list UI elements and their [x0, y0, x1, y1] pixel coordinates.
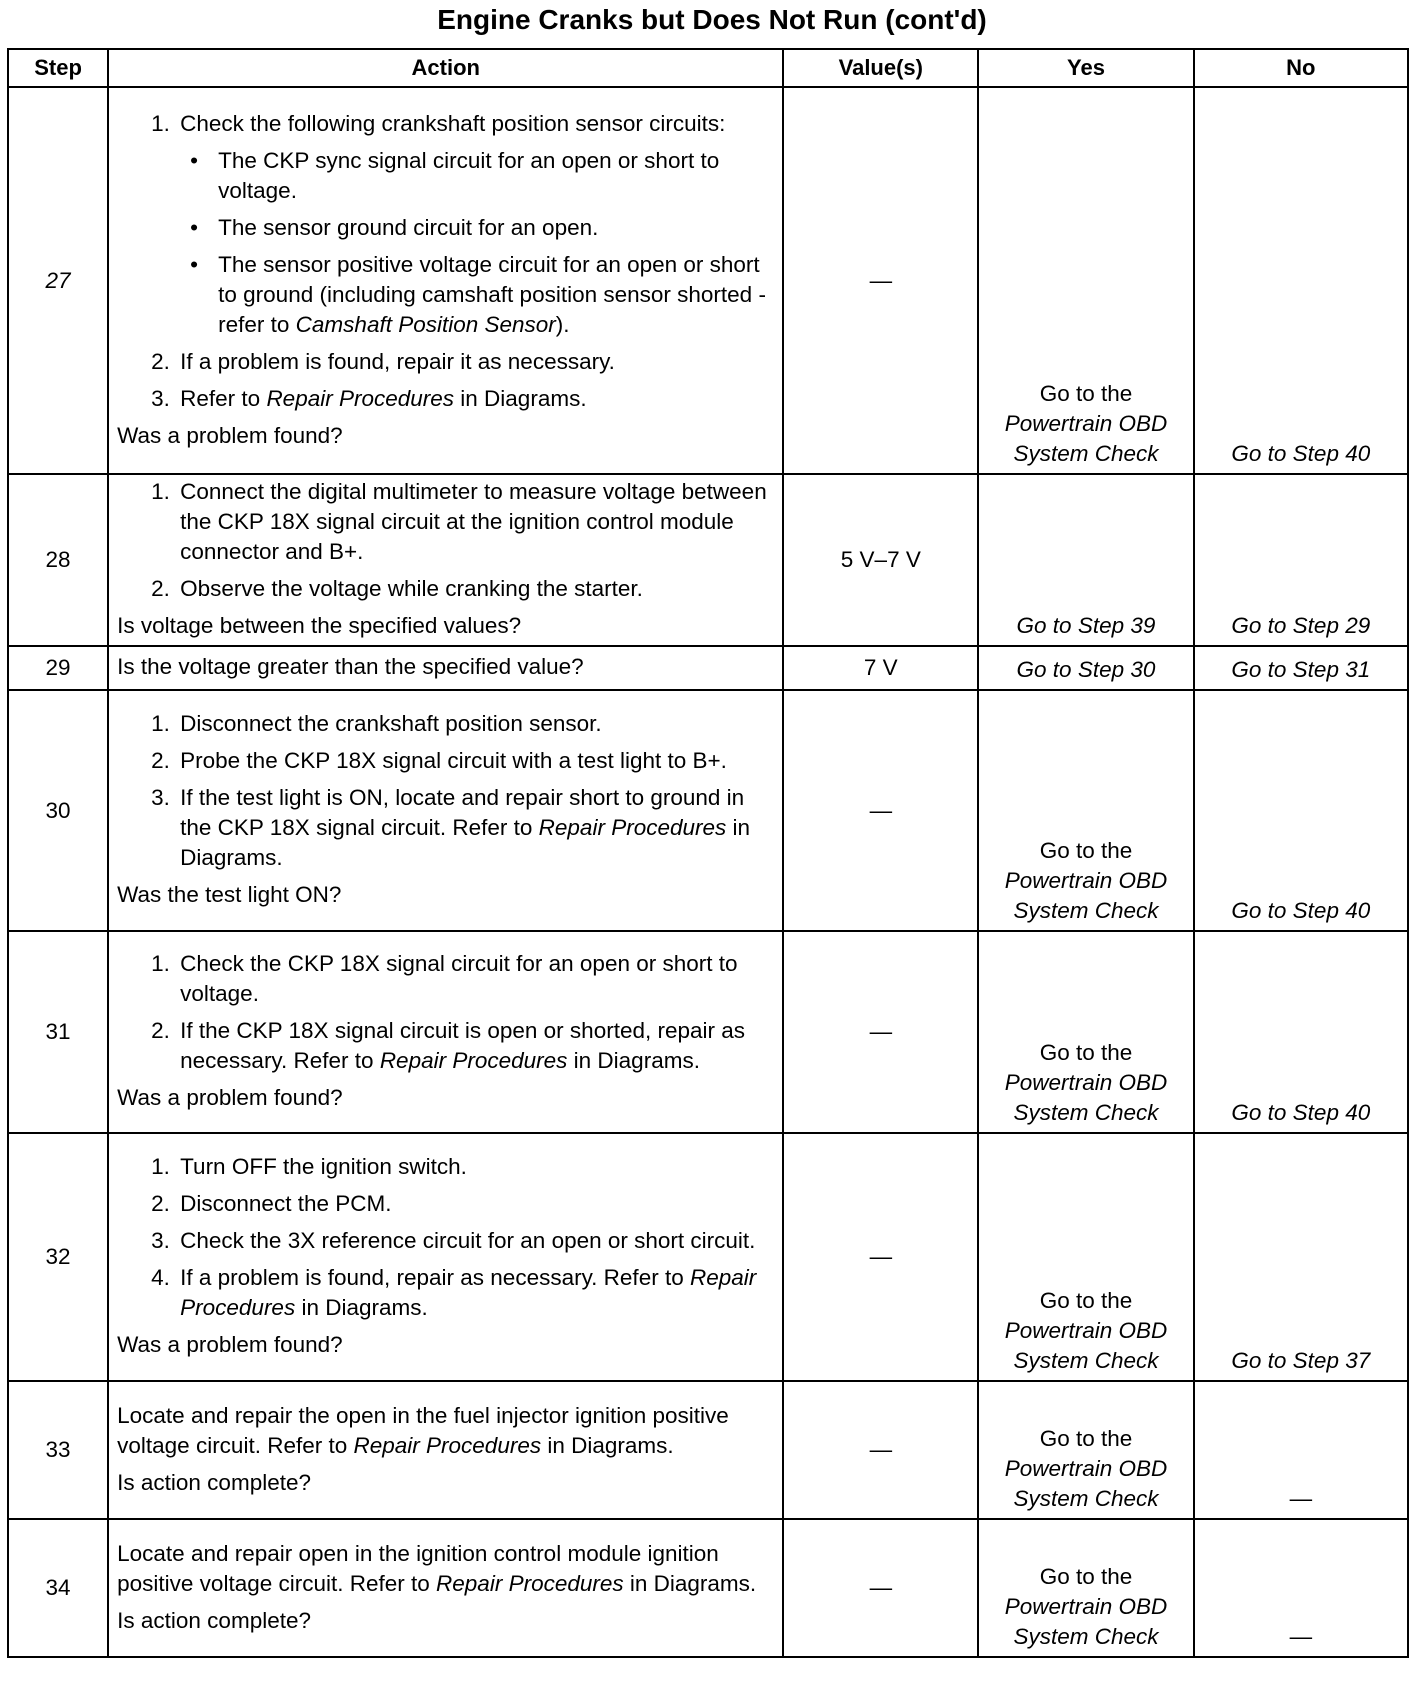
- table-row: [8, 1133, 1408, 1381]
- action-step: 3. Refer to Repair Procedures in Diagrams.: [176, 384, 778, 414]
- action-cell: [108, 1381, 783, 1519]
- action-step: 1. Connect the digital multimeter to measure voltage between the CKP 18X signal circuit at the ignition control module connector and B+.: [176, 477, 778, 567]
- action-step: 2. If a problem is found, repair it as necessary.: [176, 347, 778, 377]
- action-step: 2. Observe the voltage while cranking the starter.: [176, 574, 778, 604]
- action-step: 3. Check the 3X reference circuit for an open or short circuit.: [176, 1226, 778, 1256]
- header-values: Value(s): [783, 49, 978, 87]
- action-step: 1. Check the CKP 18X signal circuit for an open or short to voltage.: [176, 949, 778, 1009]
- no-cell: Go to Step 40: [1194, 87, 1408, 474]
- question: Is action complete?: [117, 1607, 311, 1633]
- table-row: [8, 1519, 1408, 1657]
- step-number: 27: [8, 87, 108, 474]
- action-step: 2. If the CKP 18X signal circuit is open or shorted, repair as necessary. Refer to Repair Procedures in Diagrams.: [176, 1016, 778, 1076]
- page-title: Engine Cranks but Does Not Run (cont'd): [437, 4, 987, 35]
- action-step: 1. Turn OFF the ignition switch.: [176, 1152, 778, 1182]
- value-cell: —: [783, 1381, 978, 1519]
- yes-cell: Go to Step 39: [978, 474, 1193, 646]
- yes-cell: Go to the Powertrain OBD System Check: [978, 1381, 1193, 1519]
- yes-cell: Go to the Powertrain OBD System Check: [978, 1519, 1193, 1657]
- header-no: No: [1194, 49, 1408, 87]
- action-step: 2. Disconnect the PCM.: [176, 1189, 778, 1219]
- no-cell: Go to Step 37: [1194, 1133, 1408, 1381]
- action-steps: [117, 949, 778, 1076]
- action-steps: [117, 109, 778, 414]
- no-cell: Go to Step 40: [1194, 690, 1408, 931]
- action-cell: [108, 931, 783, 1133]
- table-row: [8, 474, 1408, 646]
- diagnostic-table: [7, 48, 1409, 1658]
- header-action: Action: [108, 49, 783, 87]
- yes-cell: Go to the Powertrain OBD System Check: [978, 1133, 1193, 1381]
- question: Was the test light ON?: [117, 882, 342, 907]
- bullet-item: • The sensor ground circuit for an open.: [212, 213, 778, 243]
- step-number: 30: [8, 690, 108, 931]
- bullet-item: • The CKP sync signal circuit for an open or short to voltage.: [212, 146, 778, 206]
- action-paragraph: Locate and repair the open in the fuel injector ignition positive voltage circuit. Refer to Repair Procedures in Diagrams.: [117, 1402, 729, 1458]
- value-cell: 5 V–7 V: [783, 474, 978, 646]
- table-row: [8, 690, 1408, 931]
- no-cell: —: [1194, 1519, 1408, 1657]
- question: Is the voltage greater than the specified value?: [108, 646, 783, 690]
- action-cell: [108, 87, 783, 474]
- header-row: [8, 49, 1408, 87]
- bullet-list: [180, 146, 778, 340]
- no-cell: —: [1194, 1381, 1408, 1519]
- step-number: 29: [8, 646, 108, 690]
- action-paragraph: Locate and repair open in the ignition control module ignition positive voltage circuit. Refer to Repair Procedures in Diagrams.: [117, 1540, 757, 1596]
- action-step: 1. Disconnect the crankshaft position sensor.: [176, 709, 778, 739]
- table-row: [8, 931, 1408, 1133]
- action-step: 4. If a problem is found, repair as necessary. Refer to Repair Procedures in Diagrams.: [176, 1263, 778, 1323]
- step-number: 28: [8, 474, 108, 646]
- action-step: 3. If the test light is ON, locate and repair short to ground in the CKP 18X signal circuit. Refer to Repair Procedures in Diagrams.: [176, 783, 778, 873]
- value-cell: —: [783, 1519, 978, 1657]
- step-number: 31: [8, 931, 108, 1133]
- action-cell: [108, 1519, 783, 1657]
- value-cell: 7 V: [783, 646, 978, 690]
- action-cell: [108, 1133, 783, 1381]
- question: Is action complete?: [117, 1469, 311, 1495]
- no-cell: Go to Step 31: [1194, 646, 1408, 690]
- action-step: 2. Probe the CKP 18X signal circuit with a test light to B+.: [176, 746, 778, 776]
- value-cell: —: [783, 931, 978, 1133]
- yes-cell: Go to the Powertrain OBD System Check: [978, 87, 1193, 474]
- yes-cell: Go to the Powertrain OBD System Check: [978, 690, 1193, 931]
- action-cell: [108, 690, 783, 931]
- value-cell: —: [783, 87, 978, 474]
- step-number: 34: [8, 1519, 108, 1657]
- table-row: [8, 87, 1408, 474]
- header-step: Step: [8, 49, 108, 87]
- action-steps: [117, 709, 778, 873]
- table-row: [8, 646, 1408, 690]
- step-number: 33: [8, 1381, 108, 1519]
- no-cell: Go to Step 40: [1194, 931, 1408, 1133]
- header-yes: Yes: [978, 49, 1193, 87]
- action-steps: [117, 477, 778, 604]
- question: Was a problem found?: [117, 1332, 343, 1357]
- value-cell: —: [783, 690, 978, 931]
- question: Was a problem found?: [117, 422, 343, 448]
- action-steps: [117, 1152, 778, 1323]
- yes-cell: Go to the Powertrain OBD System Check: [978, 931, 1193, 1133]
- question: Was a problem found?: [117, 1085, 343, 1110]
- table-row: [8, 1381, 1408, 1519]
- value-cell: —: [783, 1133, 978, 1381]
- action-step: 1. Check the following crankshaft position sensor circuits: • The CKP sync signal circuit for an open or short to voltage. • The sensor ground circuit for an open. • The sensor positive voltage circuit for an open or short to ground (including camshaft position sensor shorted - refer to Camshaft Position Sensor).: [176, 109, 778, 340]
- step-number: 32: [8, 1133, 108, 1381]
- bullet-item: • The sensor positive voltage circuit for an open or short to ground (including camshaft position sensor shorted - refer to Camshaft Position Sensor).: [212, 250, 778, 340]
- action-cell: [108, 474, 783, 646]
- no-cell: Go to Step 29: [1194, 474, 1408, 646]
- question: Is voltage between the specified values?: [117, 613, 522, 638]
- yes-cell: Go to Step 30: [978, 646, 1193, 690]
